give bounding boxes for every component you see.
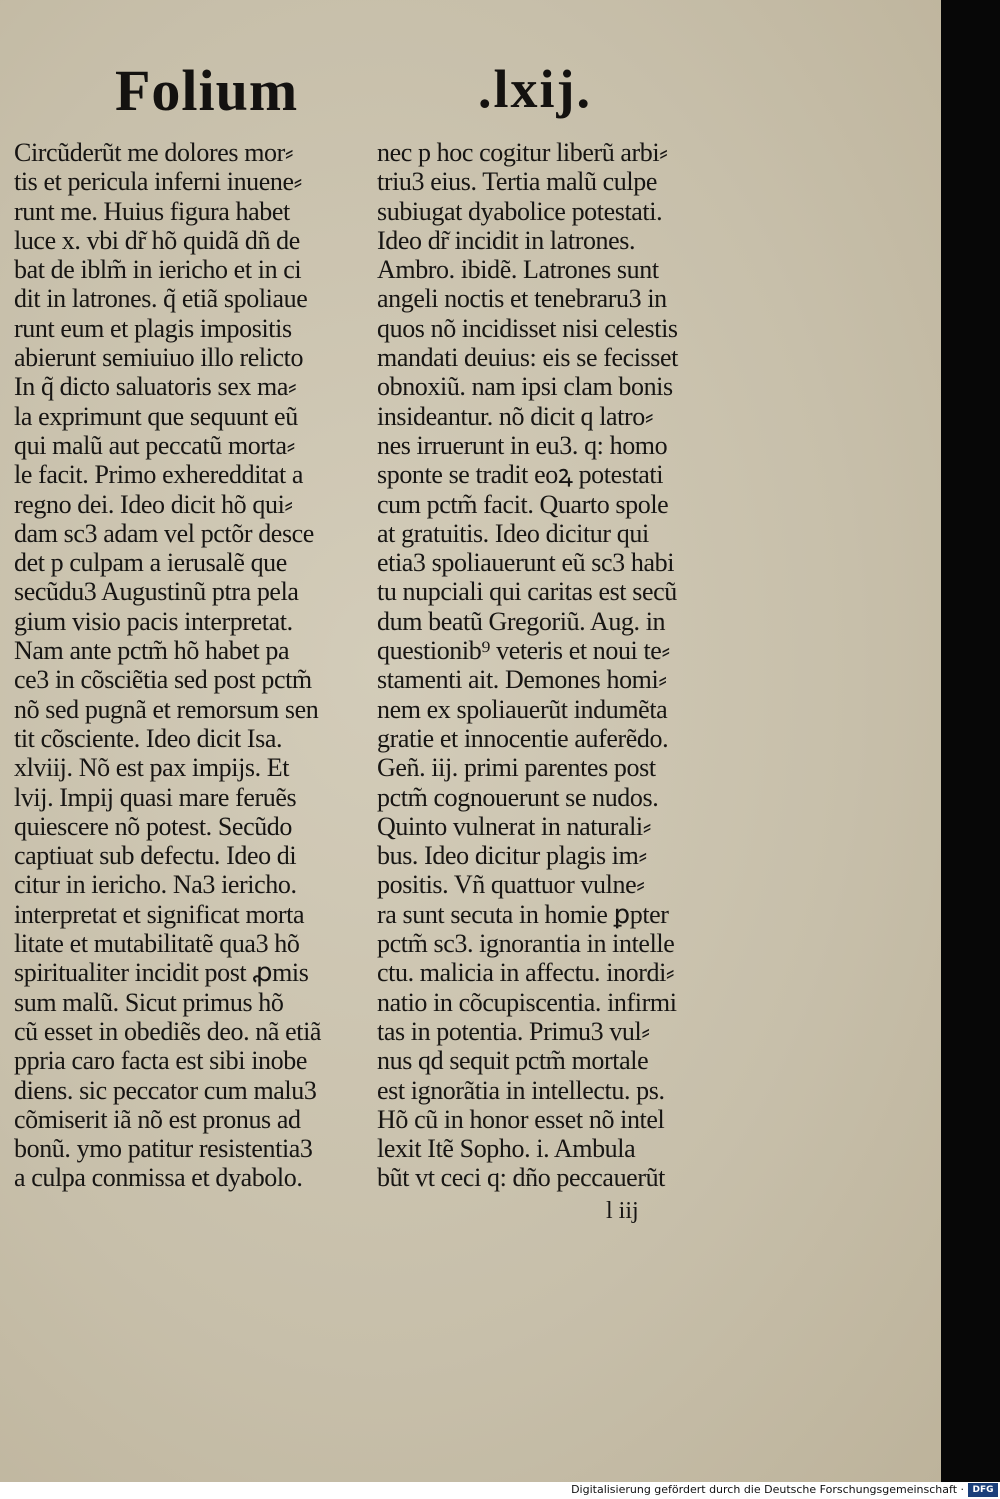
text-line: Circũderũt me dolores mor⸗	[14, 138, 294, 167]
page-title: Folium	[115, 58, 299, 123]
text-line: Geñ. iij. primi parentes post	[377, 753, 656, 783]
text-line: bus. Ideo dicitur plagis im⸗	[377, 841, 647, 871]
text-line: diens. sic peccator cum malu3	[14, 1075, 317, 1105]
text-line: bat de iblm̃ in iericho et in ci	[14, 255, 302, 285]
text-line: abierunt semiuiuo illo relicto	[14, 343, 304, 373]
text-line: triu3 eius. Tertia malũ culpe	[377, 167, 657, 197]
text-line: secũdu3 Augustinũ ptra pela	[14, 577, 299, 607]
text-line: subiugat dyabolice potestati.	[377, 196, 663, 226]
text-line: tit cõsciente. Ideo dicit Isa.	[14, 723, 283, 753]
text-line: ctu. malicia in affectu. inordi⸗	[377, 958, 675, 988]
text-line: at gratuitis. Ideo dicitur qui	[377, 518, 649, 548]
text-line: cum pctm̃ facit. Quarto spole	[377, 489, 669, 519]
text-line: mandati deuius: eis se fecisset	[377, 343, 678, 373]
text-line: bũt vt ceci q: dño peccauerũt	[377, 1163, 665, 1193]
footer-bar	[0, 1482, 1000, 1499]
text-line: sponte se tradit eoꝝ potestati	[377, 460, 664, 490]
text-line: In q̃ dicto saluatoris sex ma⸗	[14, 372, 297, 402]
text-line: interpretat et significat morta	[14, 899, 305, 929]
text-line: det p culpam a ierusalẽ que	[14, 548, 287, 578]
text-line: Ideo dr̃ incidit in latrones.	[377, 225, 636, 255]
text-line: dum beatũ Gregoriũ. Aug. in	[377, 606, 666, 636]
text-line: questionib⁹ veteris et noui te⸗	[377, 636, 670, 666]
text-line: lvij. Impij quasi mare feruẽs	[14, 782, 297, 812]
footer-credit: Digitalisierung gefördert durch die Deutsche Forschungsgemeinschaft ·	[571, 1483, 964, 1496]
text-line: bonũ. ymo patitur resistentia3	[14, 1134, 313, 1164]
text-line: insideantur. nõ dicit q latro⸗	[377, 401, 654, 431]
text-line: est ignorãtia in intellectu. ps.	[377, 1075, 665, 1105]
text-line: obnoxiũ. nam ipsi clam bonis	[377, 372, 673, 402]
text-line: nec p hoc cogitur liberũ arbi⸗	[377, 138, 668, 167]
text-line: Ambro. ibidẽ. Latrones sunt	[377, 255, 659, 285]
text-line: natio in cõcupiscentia. infirmi	[377, 987, 677, 1017]
right-text-column	[377, 138, 737, 1193]
text-line: angeli noctis et tenebraru3 in	[377, 284, 667, 314]
text-line: gium visio pacis interpretat.	[14, 606, 293, 636]
text-line: luce x. vbi dr̃ hõ quidã dñ de	[14, 225, 300, 255]
text-line: etia3 spoliauerunt eũ sc3 habi	[377, 548, 675, 578]
scan-border	[941, 0, 1000, 1482]
text-line: Quinto vulnerat in naturali⸗	[377, 811, 652, 841]
text-line: pctm̃ sc3. ignorantia in intelle	[377, 929, 675, 959]
text-line: quiescere nõ potest. Secũdo	[14, 811, 293, 841]
text-line: lexit Itẽ Sopho. i. Ambula	[377, 1134, 636, 1164]
text-line: ppria caro facta est sibi inobe	[14, 1046, 307, 1076]
text-line: a culpa conmissa et dyabolo.	[14, 1163, 303, 1193]
text-line: litate et mutabilitatẽ qua3 hõ	[14, 929, 300, 959]
text-line: ce3 in cõsciẽtia sed post pctm̃	[14, 665, 312, 695]
text-line: tu nupciali qui caritas est secũ	[377, 577, 677, 607]
text-line: Nam ante pctm̃ hõ habet pa	[14, 636, 290, 666]
text-line: nus qd sequit pctm̃ mortale	[377, 1046, 649, 1076]
text-line: tas in potentia. Primu3 vul⸗	[377, 1016, 650, 1046]
text-line: gratie et innocentie auferẽdo.	[377, 723, 669, 753]
text-line: xlviij. Nõ est pax impijs. Et	[14, 753, 290, 783]
text-line: dam sc3 adam vel pctõr desce	[14, 518, 314, 548]
text-line: nem ex spoliauerũt indumẽta	[377, 694, 668, 724]
text-line: positis. Vñ quattuor vulne⸗	[377, 870, 645, 900]
text-line: regno dei. Ideo dicit hõ qui⸗	[14, 489, 293, 519]
text-line: quos nõ incidisset nisi celestis	[377, 313, 678, 343]
text-line: spiritualiter incidit post ꝓmis	[14, 958, 309, 988]
text-line: le facit. Primo exheredditat a	[14, 460, 304, 490]
text-line: qui malũ aut peccatũ morta⸗	[14, 430, 295, 460]
text-line: sum malũ. Sicut primus hõ	[14, 987, 284, 1017]
text-line: ra sunt secuta in homie ꝑpter	[377, 899, 669, 929]
text-line: runt eum et plagis impositis	[14, 313, 292, 343]
text-line: citur in iericho. Na3 iericho.	[14, 870, 297, 900]
signature-mark: l iij	[606, 1198, 639, 1224]
left-text-column	[14, 138, 394, 1193]
dfg-logo-icon: DFG	[968, 1483, 998, 1497]
text-line: cõmiserit iã nõ est pronus ad	[14, 1104, 301, 1134]
text-line: la exprimunt que sequunt eũ	[14, 401, 298, 431]
text-line: dit in latrones. q̃ etiã spoliaue	[14, 284, 308, 314]
text-line: tis et pericula inferni inuene⸗	[14, 167, 302, 197]
text-line: stamenti ait. Demones homi⸗	[377, 665, 667, 695]
text-line: nes irruerunt in eu3. q: homo	[377, 430, 668, 460]
folio-number: .lxij.	[478, 59, 592, 119]
text-line: captiuat sub defectu. Ideo di	[14, 841, 297, 871]
text-line: nõ sed pugnã et remorsum sen	[14, 694, 319, 724]
text-line: runt me. Huius figura habet	[14, 196, 290, 226]
text-line: Hõ cũ in honor esset nõ intel	[377, 1104, 665, 1134]
text-line: pctm̃ cognouerunt se nudos.	[377, 782, 659, 812]
text-line: cũ esset in obediẽs deo. nã etiã	[14, 1016, 322, 1046]
